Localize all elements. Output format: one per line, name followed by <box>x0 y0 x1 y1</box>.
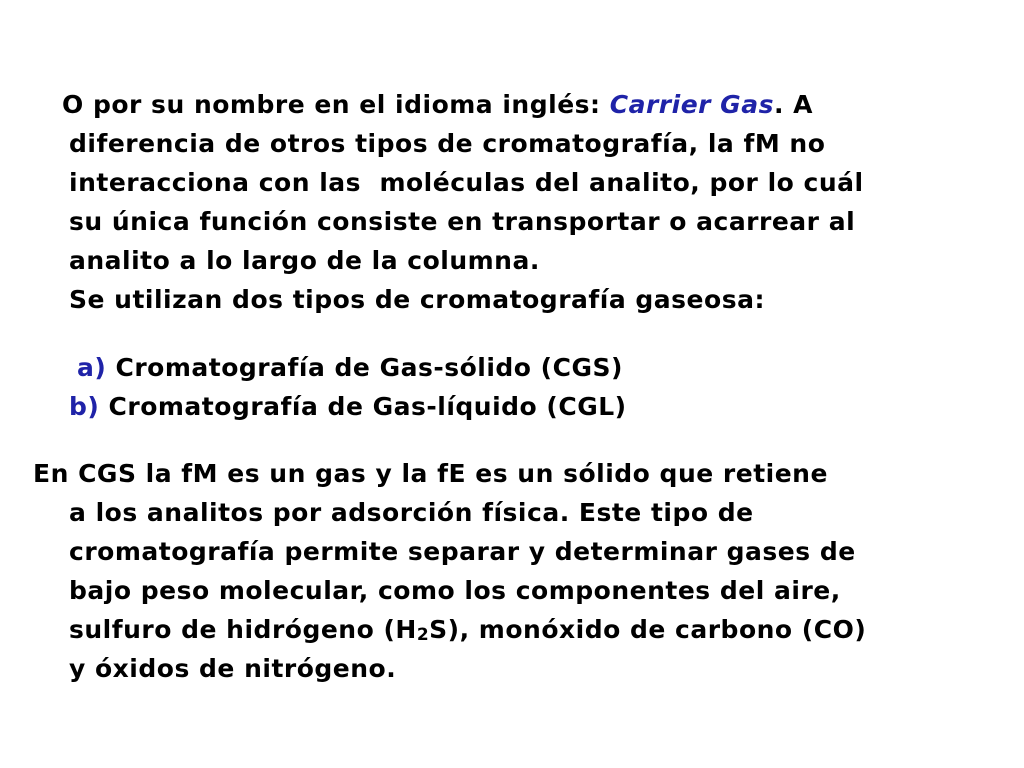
paragraph2-line2: a los analitos por adsorción física. Este tipo de <box>69 498 754 527</box>
carrier-gas-term: Carrier Gas <box>609 90 774 119</box>
list-item-b <box>69 387 627 426</box>
list-marker-b: b) <box>69 392 100 421</box>
h2s-subscript: 2 <box>416 625 430 645</box>
paragraph2-line1: En CGS la fM es un gas y la fE es un sólido que retiene <box>33 459 828 488</box>
paragraph1-line3: interacciona con las moléculas del analito, por lo cuál <box>69 168 864 197</box>
paragraph2-line5 <box>69 610 866 653</box>
paragraph1-line4: su única función consiste en transportar o acarrear al <box>69 207 856 236</box>
list-text-a: Cromatografía de Gas-sólido (CGS) <box>106 353 623 382</box>
paragraph2-line3: cromatografía permite separar y determinar gases de <box>69 537 856 566</box>
paragraph2-line5-post: S), monóxido de carbono (CO) <box>429 615 867 644</box>
paragraph1-line5: analito a lo largo de la columna. <box>69 246 540 275</box>
paragraph1-line1-pre: O por su nombre en el idioma inglés: <box>62 90 610 119</box>
paragraph2-line4: bajo peso molecular, como los componentes del aire, <box>69 576 841 605</box>
list-text-b: Cromatografía de Gas-líquido (CGL) <box>99 392 627 421</box>
paragraph2-line5-pre: sulfuro de hidrógeno (H <box>69 615 417 644</box>
paragraph2-line6: y óxidos de nitrógeno. <box>69 654 397 683</box>
paragraph1-line2: diferencia de otros tipos de cromatografía, la fM no <box>69 129 826 158</box>
paragraph1-line1-post: . A <box>773 90 814 119</box>
list-item-a <box>77 348 623 387</box>
list-marker-a: a) <box>77 353 107 382</box>
paragraph1-line1 <box>62 85 813 124</box>
paragraph1-line6: Se utilizan dos tipos de cromatografía gaseosa: <box>69 285 765 314</box>
